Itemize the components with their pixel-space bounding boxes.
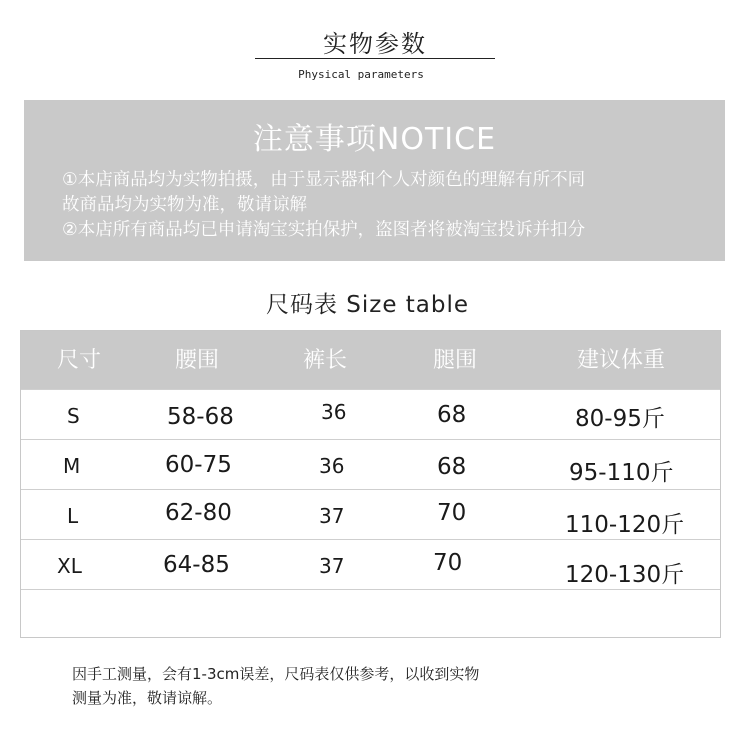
cell-waist: 58-68 bbox=[167, 404, 234, 430]
page-subtitle: Physical parameters bbox=[298, 68, 424, 81]
cell-size: S bbox=[67, 404, 80, 428]
footnote-line: 测量为准，敬请谅解。 bbox=[72, 689, 223, 707]
header-thigh: 腿围 bbox=[433, 348, 478, 373]
notice-title: 注意事项NOTICE bbox=[252, 122, 497, 157]
table-header-row bbox=[21, 331, 720, 389]
page-title: 实物参数 bbox=[323, 30, 427, 58]
header-size: 尺寸 bbox=[57, 348, 102, 373]
cell-weight: 95-110斤 bbox=[569, 460, 674, 486]
table-row bbox=[21, 439, 720, 490]
table-row bbox=[21, 539, 720, 590]
cell-length: 37 bbox=[319, 504, 345, 528]
cell-waist: 60-75 bbox=[165, 452, 232, 478]
notice-line: ①本店商品均为实物拍摄，由于显示器和个人对颜色的理解有所不同 bbox=[62, 170, 586, 190]
table-empty-row bbox=[21, 589, 720, 640]
header-length: 裤长 bbox=[303, 348, 348, 373]
cell-size: M bbox=[63, 454, 81, 478]
notice-panel bbox=[24, 100, 725, 261]
footnote-line: 因手工测量，会有1-3cm误差，尺码表仅供参考，以收到实物 bbox=[72, 665, 480, 683]
size-table-title: 尺码表 Size table bbox=[265, 292, 470, 318]
cell-thigh: 70 bbox=[433, 550, 463, 576]
cell-length: 36 bbox=[319, 454, 345, 478]
cell-length: 36 bbox=[321, 400, 347, 424]
header-waist: 腰围 bbox=[175, 348, 220, 373]
title-divider bbox=[255, 58, 495, 59]
cell-weight: 120-130斤 bbox=[565, 562, 685, 588]
cell-size: XL bbox=[57, 554, 82, 578]
cell-thigh: 70 bbox=[437, 500, 467, 526]
table-row bbox=[21, 389, 720, 440]
notice-line: 故商品均为实物为准，敬请谅解 bbox=[62, 195, 307, 215]
header-weight: 建议体重 bbox=[577, 348, 666, 373]
cell-size: L bbox=[67, 504, 79, 528]
cell-waist: 62-80 bbox=[165, 500, 232, 526]
cell-thigh: 68 bbox=[437, 454, 467, 480]
table-row bbox=[21, 489, 720, 540]
size-table bbox=[20, 330, 721, 638]
footnote bbox=[72, 662, 479, 710]
cell-length: 37 bbox=[319, 554, 345, 578]
cell-thigh: 68 bbox=[437, 402, 467, 428]
cell-weight: 110-120斤 bbox=[565, 512, 685, 538]
cell-waist: 64-85 bbox=[163, 552, 230, 578]
notice-text bbox=[62, 168, 712, 243]
cell-weight: 80-95斤 bbox=[575, 406, 665, 432]
notice-line: ②本店所有商品均已申请淘宝实拍保护，盗图者将被淘宝投诉并扣分 bbox=[62, 220, 586, 240]
